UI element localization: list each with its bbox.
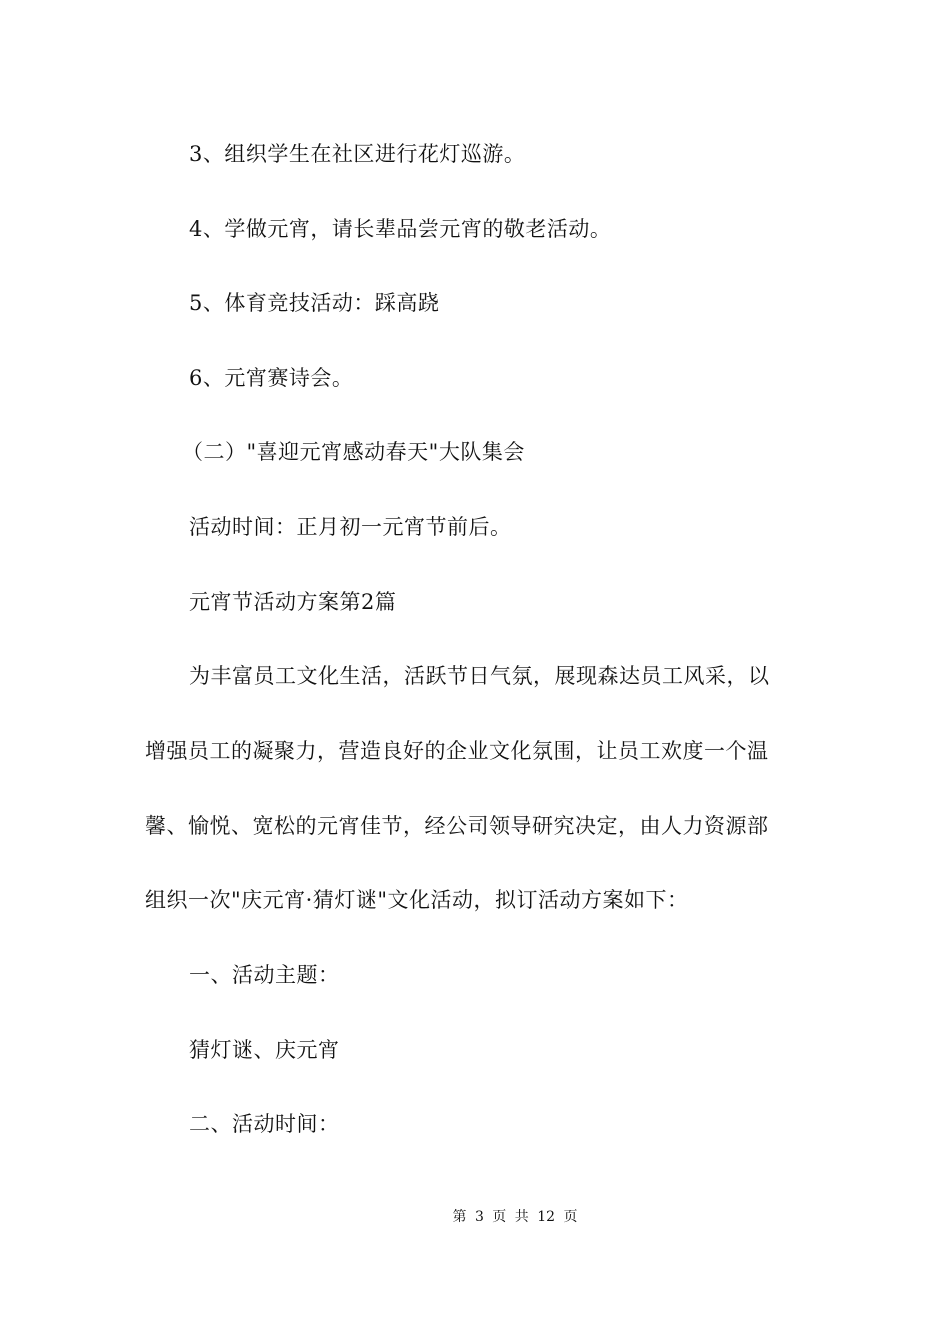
activity-time-line: 活动时间：正月初一元宵节前后。 — [189, 515, 512, 539]
subsection-heading: 一、活动主题： — [189, 963, 340, 987]
list-item: 3、组织学生在社区进行花灯巡游。 — [189, 142, 526, 166]
section-heading: （二）"喜迎元宵感动春天"大队集会 — [182, 440, 525, 464]
section-title: 元宵节活动方案第2篇 — [189, 590, 397, 614]
list-item: 4、学做元宵，请长辈品尝元宵的敬老活动。 — [189, 217, 612, 241]
list-item: 5、体育竞技活动：踩高跷 — [189, 291, 440, 315]
paragraph-line: 增强员工的凝聚力，营造良好的企业文化氛围，让员工欢度一个温 — [145, 739, 769, 763]
list-item: 6、元宵赛诗会。 — [189, 366, 354, 390]
paragraph-line: 组织一次"庆元宵·猜灯谜"文化活动，拟订活动方案如下： — [145, 888, 689, 912]
list-item: 猜灯谜、庆元宵 — [189, 1038, 340, 1062]
paragraph-line: 为丰富员工文化生活，活跃节日气氛，展现森达员工风采，以 — [189, 664, 770, 688]
paragraph-line: 馨、愉悦、宽松的元宵佳节，经公司领导研究决定，由人力资源部 — [145, 814, 769, 838]
subsection-heading: 二、活动时间： — [189, 1112, 340, 1136]
page-number-footer: 第 3 页 共 12 页 — [452, 1209, 578, 1225]
